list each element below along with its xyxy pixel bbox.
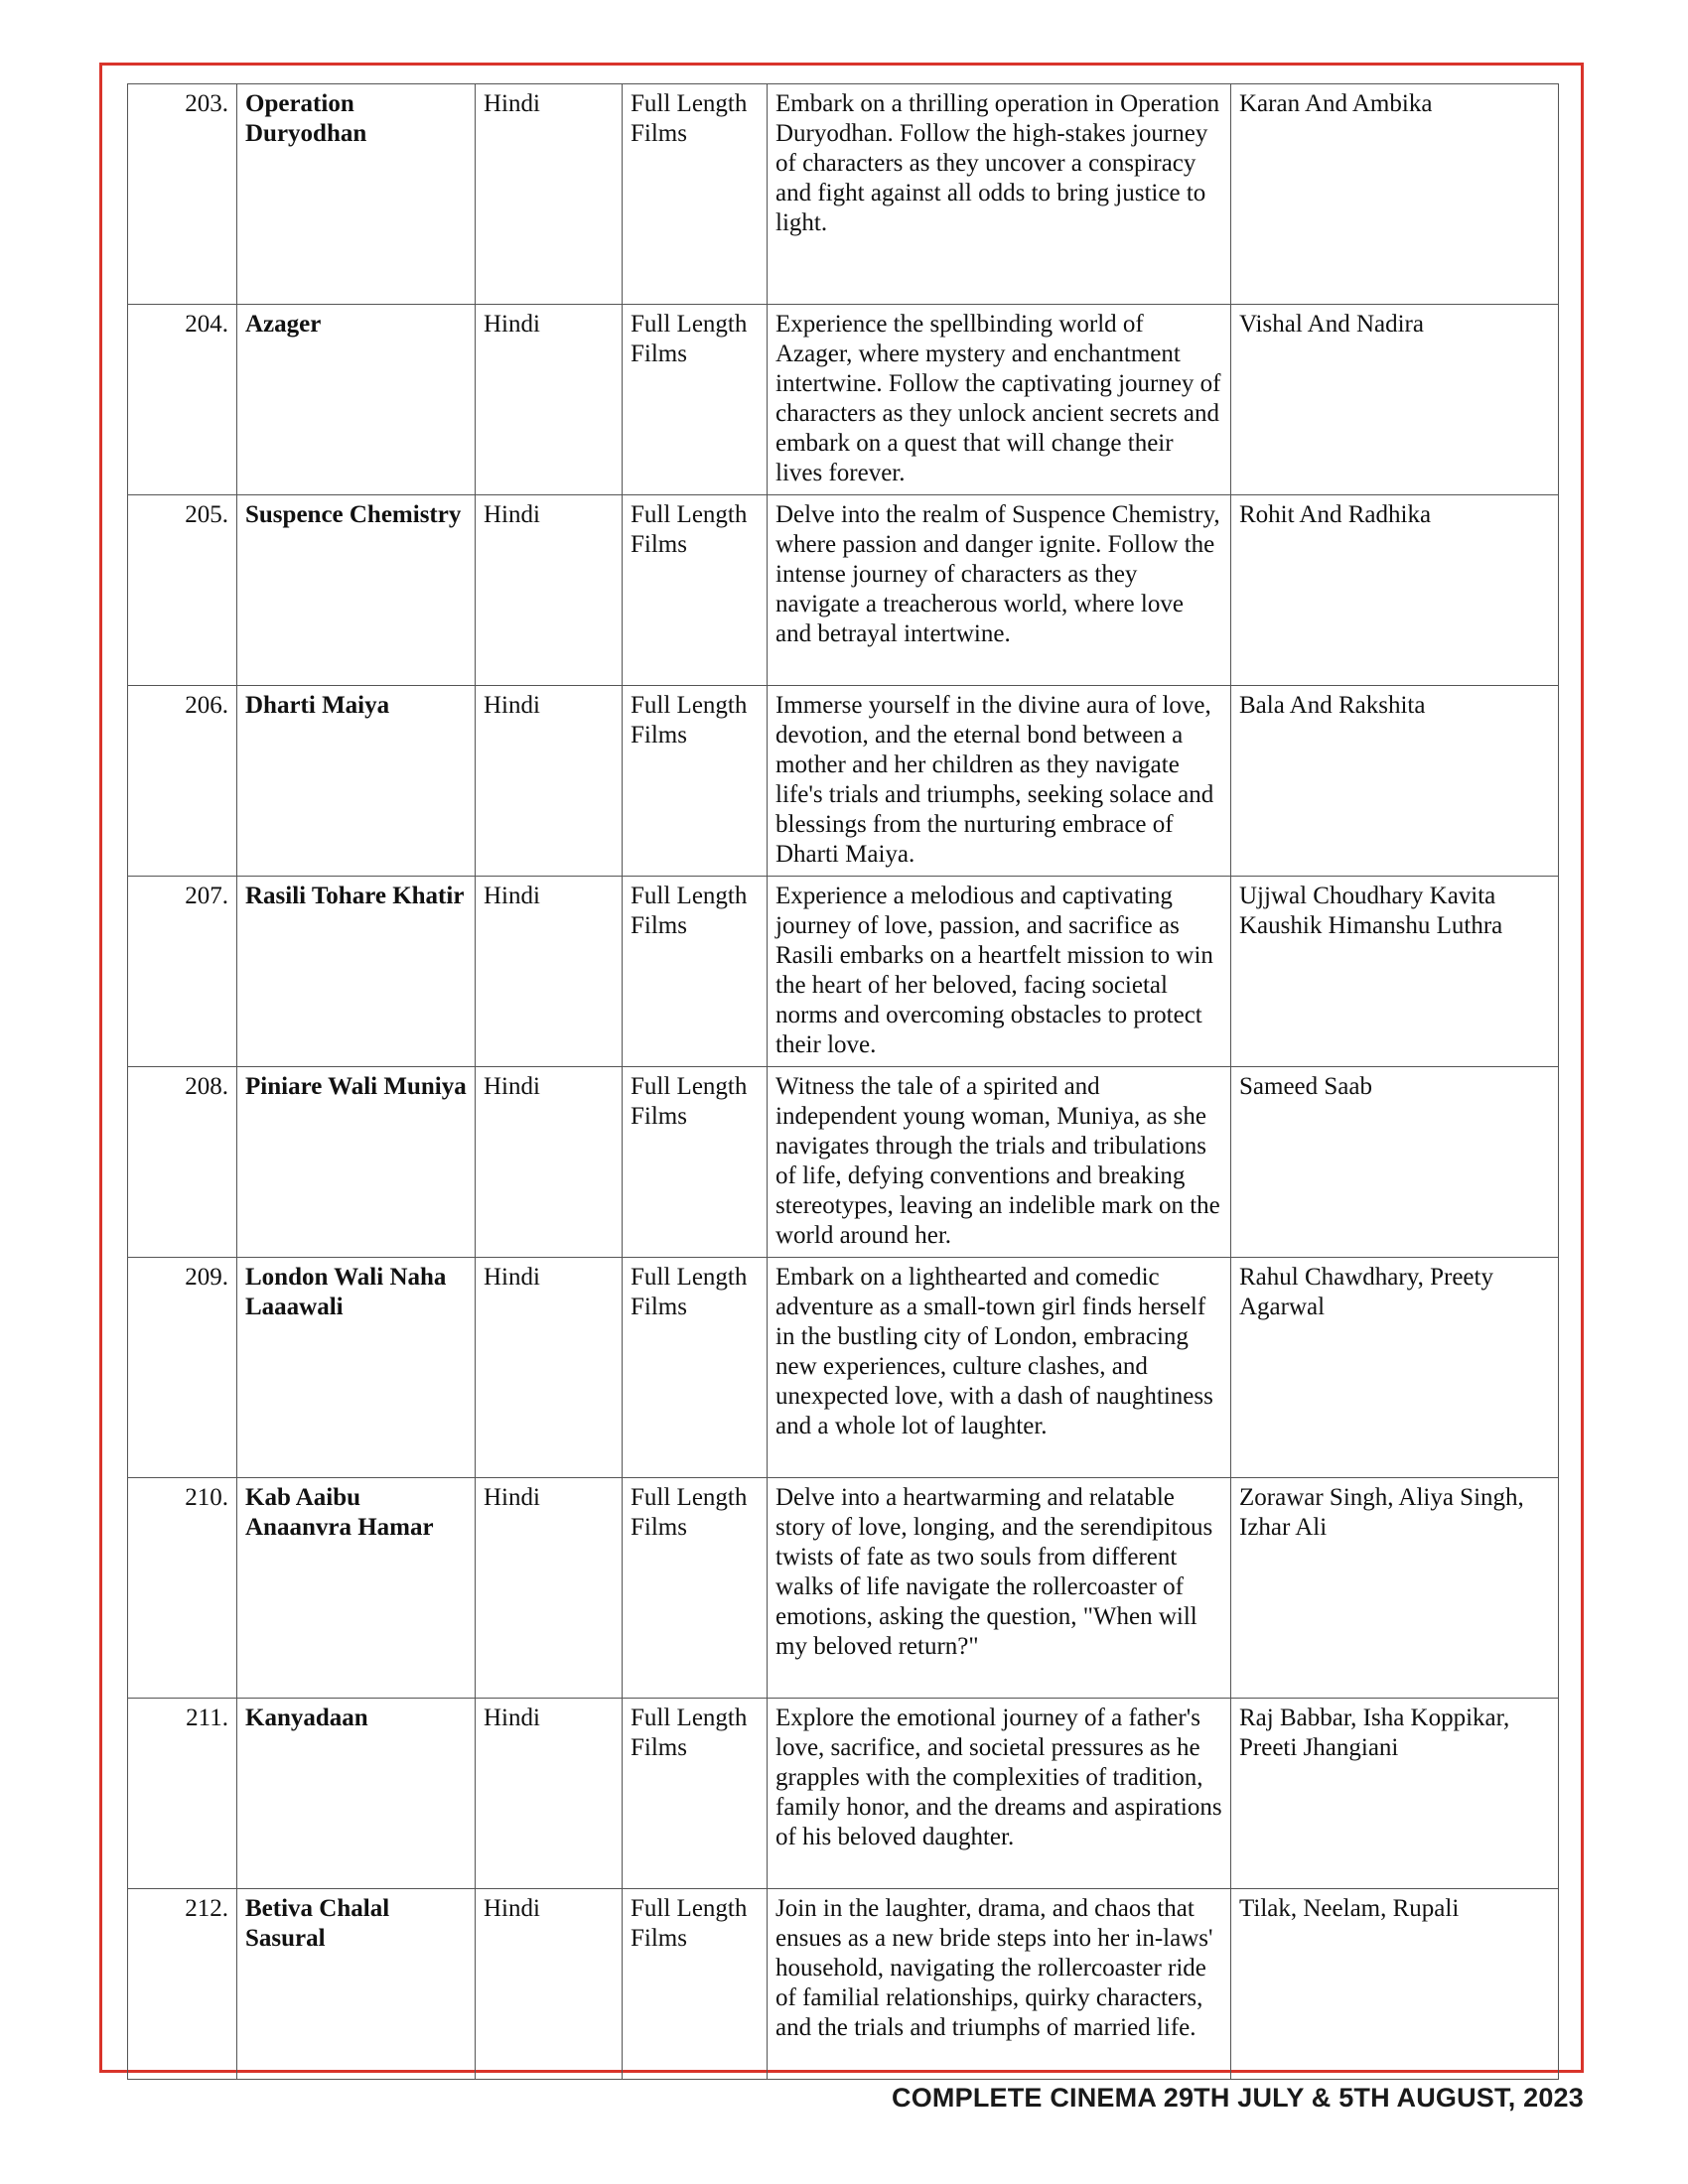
- film-title: Operation Duryodhan: [237, 84, 476, 305]
- film-language: Hindi: [476, 1889, 623, 2080]
- row-number: 206.: [128, 686, 237, 877]
- film-language: Hindi: [476, 877, 623, 1067]
- table-row: [128, 1067, 1559, 1258]
- film-title: Kab Aaibu Anaanvra Hamar: [237, 1478, 476, 1699]
- table-row: [128, 1478, 1559, 1699]
- film-cast: Ujjwal Choudhary Kavita Kaushik Himanshu Luthra: [1231, 877, 1559, 1067]
- film-category: Full Length Films: [623, 84, 768, 305]
- row-number: 208.: [128, 1067, 237, 1258]
- film-title: London Wali Naha Laaawali: [237, 1258, 476, 1478]
- row-number: 212.: [128, 1889, 237, 2080]
- film-title: Kanyadaan: [237, 1699, 476, 1889]
- film-title: Dharti Maiya: [237, 686, 476, 877]
- film-language: Hindi: [476, 1478, 623, 1699]
- table-row: [128, 305, 1559, 495]
- film-cast: Raj Babbar, Isha Koppikar, Preeti Jhangiani: [1231, 1699, 1559, 1889]
- film-synopsis: Embark on a thrilling operation in Operation Duryodhan. Follow the high-stakes journey of characters as they uncover a conspiracy and fight against all odds to bring justice to light.: [768, 84, 1231, 305]
- film-language: Hindi: [476, 305, 623, 495]
- table-row: [128, 1699, 1559, 1889]
- row-number: 205.: [128, 495, 237, 686]
- film-synopsis: Witness the tale of a spirited and independent young woman, Muniya, as she navigates through the trials and tribulations of life, defying conventions and breaking stereotypes, leaving an indelible mark on the world around her.: [768, 1067, 1231, 1258]
- film-category: Full Length Films: [623, 1889, 768, 2080]
- film-synopsis: Embark on a lighthearted and comedic adventure as a small-town girl finds herself in the bustling city of London, embracing new experiences, culture clashes, and unexpected love, with a dash of naughtiness and a whole lot of laughter.: [768, 1258, 1231, 1478]
- film-title: Azager: [237, 305, 476, 495]
- film-synopsis: Experience the spellbinding world of Azager, where mystery and enchantment intertwine. Follow the captivating journey of characters as they unlock ancient secrets and embark on a quest that will change their lives forever.: [768, 305, 1231, 495]
- film-cast: Tilak, Neelam, Rupali: [1231, 1889, 1559, 2080]
- page-footer: COMPLETE CINEMA 29TH JULY & 5TH AUGUST, 2023: [892, 2083, 1584, 2113]
- film-category: Full Length Films: [623, 1258, 768, 1478]
- film-category: Full Length Films: [623, 1478, 768, 1699]
- film-cast: Zorawar Singh, Aliya Singh, Izhar Ali: [1231, 1478, 1559, 1699]
- row-number: 210.: [128, 1478, 237, 1699]
- film-cast: Rahul Chawdhary, Preety Agarwal: [1231, 1258, 1559, 1478]
- film-category: Full Length Films: [623, 686, 768, 877]
- films-table: [127, 83, 1559, 2080]
- table-row: [128, 686, 1559, 877]
- row-number: 211.: [128, 1699, 237, 1889]
- film-cast: Sameed Saab: [1231, 1067, 1559, 1258]
- film-language: Hindi: [476, 84, 623, 305]
- film-language: Hindi: [476, 1699, 623, 1889]
- film-title: Piniare Wali Muniya: [237, 1067, 476, 1258]
- row-number: 207.: [128, 877, 237, 1067]
- row-number: 203.: [128, 84, 237, 305]
- table-row: [128, 84, 1559, 305]
- film-synopsis: Experience a melodious and captivating journey of love, passion, and sacrifice as Rasili embarks on a heartfelt mission to win the heart of her beloved, facing societal norms and overcoming obstacles to protect their love.: [768, 877, 1231, 1067]
- film-cast: Vishal And Nadira: [1231, 305, 1559, 495]
- film-category: Full Length Films: [623, 877, 768, 1067]
- film-cast: Karan And Ambika: [1231, 84, 1559, 305]
- film-synopsis: Join in the laughter, drama, and chaos that ensues as a new bride steps into her in-laws' household, navigating the rollercoaster ride of familial relationships, quirky characters, and the trials and triumphs of married life.: [768, 1889, 1231, 2080]
- film-synopsis: Explore the emotional journey of a father's love, sacrifice, and societal pressures as he grapples with the complexities of tradition, family honor, and the dreams and aspirations of his beloved daughter.: [768, 1699, 1231, 1889]
- table-row: [128, 1258, 1559, 1478]
- film-language: Hindi: [476, 495, 623, 686]
- film-category: Full Length Films: [623, 1699, 768, 1889]
- film-synopsis: Delve into a heartwarming and relatable story of love, longing, and the serendipitous twists of fate as two souls from different walks of life navigate the rollercoaster of emotions, asking the question, "When will my beloved return?": [768, 1478, 1231, 1699]
- table-row: [128, 877, 1559, 1067]
- film-synopsis: Immerse yourself in the divine aura of love, devotion, and the eternal bond between a mother and her children as they navigate life's trials and triumphs, seeking solace and blessings from the nurturing embrace of Dharti Maiya.: [768, 686, 1231, 877]
- row-number: 209.: [128, 1258, 237, 1478]
- film-title: Suspence Chemistry: [237, 495, 476, 686]
- table-row: [128, 1889, 1559, 2080]
- film-cast: Rohit And Radhika: [1231, 495, 1559, 686]
- film-title: Rasili Tohare Khatir: [237, 877, 476, 1067]
- film-language: Hindi: [476, 1067, 623, 1258]
- film-language: Hindi: [476, 686, 623, 877]
- film-cast: Bala And Rakshita: [1231, 686, 1559, 877]
- film-language: Hindi: [476, 1258, 623, 1478]
- row-number: 204.: [128, 305, 237, 495]
- film-category: Full Length Films: [623, 1067, 768, 1258]
- table-row: [128, 495, 1559, 686]
- film-category: Full Length Films: [623, 305, 768, 495]
- film-synopsis: Delve into the realm of Suspence Chemistry, where passion and danger ignite. Follow the intense journey of characters as they navigate a treacherous world, where love and betrayal intertwine.: [768, 495, 1231, 686]
- film-category: Full Length Films: [623, 495, 768, 686]
- film-title: Betiva Chalal Sasural: [237, 1889, 476, 2080]
